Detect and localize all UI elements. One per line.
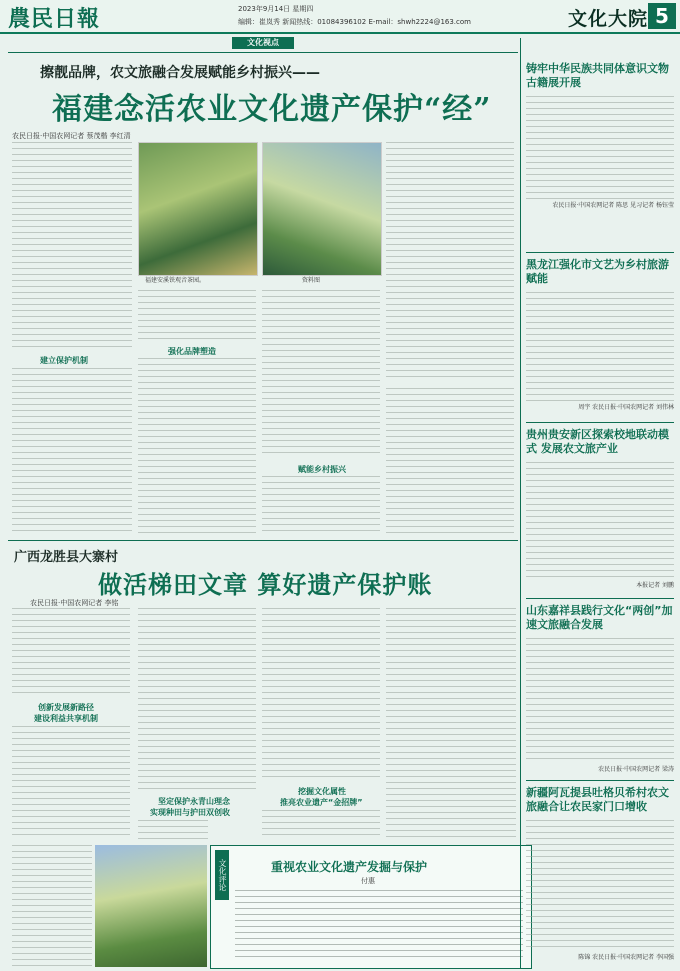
article-text bbox=[138, 820, 208, 840]
divider bbox=[526, 252, 674, 253]
photo-credit: 资料图 bbox=[302, 277, 321, 284]
divider bbox=[8, 540, 518, 541]
article-text bbox=[262, 810, 380, 840]
subhead: 坚定保护永青山理念 bbox=[158, 797, 230, 806]
article-text bbox=[12, 368, 132, 536]
page-number: 5 bbox=[648, 3, 676, 29]
article-text bbox=[12, 726, 130, 838]
right-article bbox=[526, 62, 674, 209]
right-byline: 周宇 农民日报·中国农网记者 刘伟林 bbox=[578, 404, 674, 411]
divider bbox=[8, 52, 518, 53]
right-article bbox=[526, 786, 674, 961]
second-byline: 农民日报·中国农网记者 李铭 bbox=[30, 599, 119, 607]
divider bbox=[526, 780, 674, 781]
main-byline: 农民日报·中国农网记者 蔡茂楷 李红清 bbox=[12, 132, 131, 140]
divider bbox=[526, 598, 674, 599]
masthead bbox=[0, 0, 680, 34]
date-line: 2023年9月14日 星期四 bbox=[238, 5, 314, 13]
divider bbox=[526, 422, 674, 423]
article-text bbox=[12, 845, 92, 967]
right-article bbox=[526, 258, 674, 411]
subhead: 推亮农业遗产“金招牌” bbox=[280, 798, 363, 807]
newspaper-logo: 農民日報 bbox=[8, 6, 101, 32]
commentary-kicker: 文化评论 bbox=[215, 850, 229, 900]
article-text bbox=[138, 608, 256, 790]
article-text bbox=[386, 142, 514, 382]
main-subtitle: 擦靓品牌，农文旅融合发展赋能乡村振兴—— bbox=[40, 65, 320, 81]
article-text bbox=[386, 388, 514, 536]
article-text bbox=[235, 890, 523, 962]
right-byline: 农民日报·中国农网记者 梁涛 bbox=[598, 766, 674, 773]
photo-caption: 福建安溪铁观音茶园。 bbox=[145, 277, 206, 284]
article-text bbox=[526, 462, 674, 580]
right-headline[interactable]: 山东嘉祥县践行文化“两创”加速文旅融合发展 bbox=[526, 604, 673, 631]
right-article bbox=[526, 604, 674, 773]
village-photo bbox=[262, 142, 382, 276]
article-text bbox=[526, 96, 674, 200]
right-article bbox=[526, 428, 674, 589]
article-text bbox=[138, 290, 256, 342]
subhead: 建立保护机制 bbox=[40, 356, 88, 365]
right-headline[interactable]: 新疆阿瓦提县吐格贝希村农文旅融合让农民家门口增收 bbox=[526, 786, 669, 813]
article-text bbox=[386, 608, 516, 840]
article-text bbox=[526, 638, 674, 764]
column-divider bbox=[520, 38, 521, 968]
subhead: 实现种田与护田双创收 bbox=[150, 808, 230, 817]
subhead: 强化品牌塑造 bbox=[168, 347, 216, 356]
right-headline[interactable]: 铸牢中华民族共同体意识文物古籍展开展 bbox=[526, 62, 669, 89]
article-text bbox=[262, 476, 380, 536]
article-text bbox=[12, 142, 132, 350]
right-headline[interactable]: 黑龙江强化市文艺为乡村旅游赋能 bbox=[526, 258, 669, 285]
section-title: 文化大院 bbox=[568, 8, 649, 30]
commentary-box bbox=[210, 845, 532, 969]
commentary-author: 付惠 bbox=[361, 877, 375, 885]
article-text bbox=[262, 290, 380, 456]
kicker-badge: 文化视点 bbox=[232, 37, 294, 49]
commentary-title[interactable]: 重视农业文化遗产发掘与保护 bbox=[271, 860, 428, 874]
subhead: 创新发展新路径 bbox=[38, 703, 94, 712]
main-headline[interactable]: 福建念活农业文化遗产保护“经” bbox=[52, 92, 492, 127]
tea-garden-photo bbox=[138, 142, 258, 276]
second-subtitle: 广西龙胜县大寨村 bbox=[14, 550, 119, 565]
article-text bbox=[12, 608, 130, 698]
right-byline: 陈锦 农民日报·中国农网记者 李国强 bbox=[578, 954, 674, 961]
subhead: 赋能乡村振兴 bbox=[298, 465, 346, 474]
subhead: 建设利益共享机制 bbox=[34, 714, 98, 723]
article-text bbox=[138, 358, 256, 536]
right-headline[interactable]: 贵州贵安新区探索校地联动模式 发展农文旅产业 bbox=[526, 428, 669, 455]
right-byline: 农民日报·中国农网记者 陈思 见习记者 杨钰莹 bbox=[552, 202, 674, 209]
right-byline: 本报记者 刘鹏 bbox=[636, 582, 674, 589]
article-text bbox=[526, 820, 674, 952]
second-headline[interactable]: 做活梯田文章 算好遗产保护账 bbox=[98, 570, 433, 599]
article-text bbox=[526, 292, 674, 402]
subhead: 挖掘文化属性 bbox=[298, 787, 346, 796]
terrace-photo bbox=[95, 845, 207, 967]
editor-line: 编辑：崔岚秀 新闻热线：01084396102 E-mail：shwh2224@163.com bbox=[238, 18, 471, 26]
article-text bbox=[262, 608, 380, 780]
